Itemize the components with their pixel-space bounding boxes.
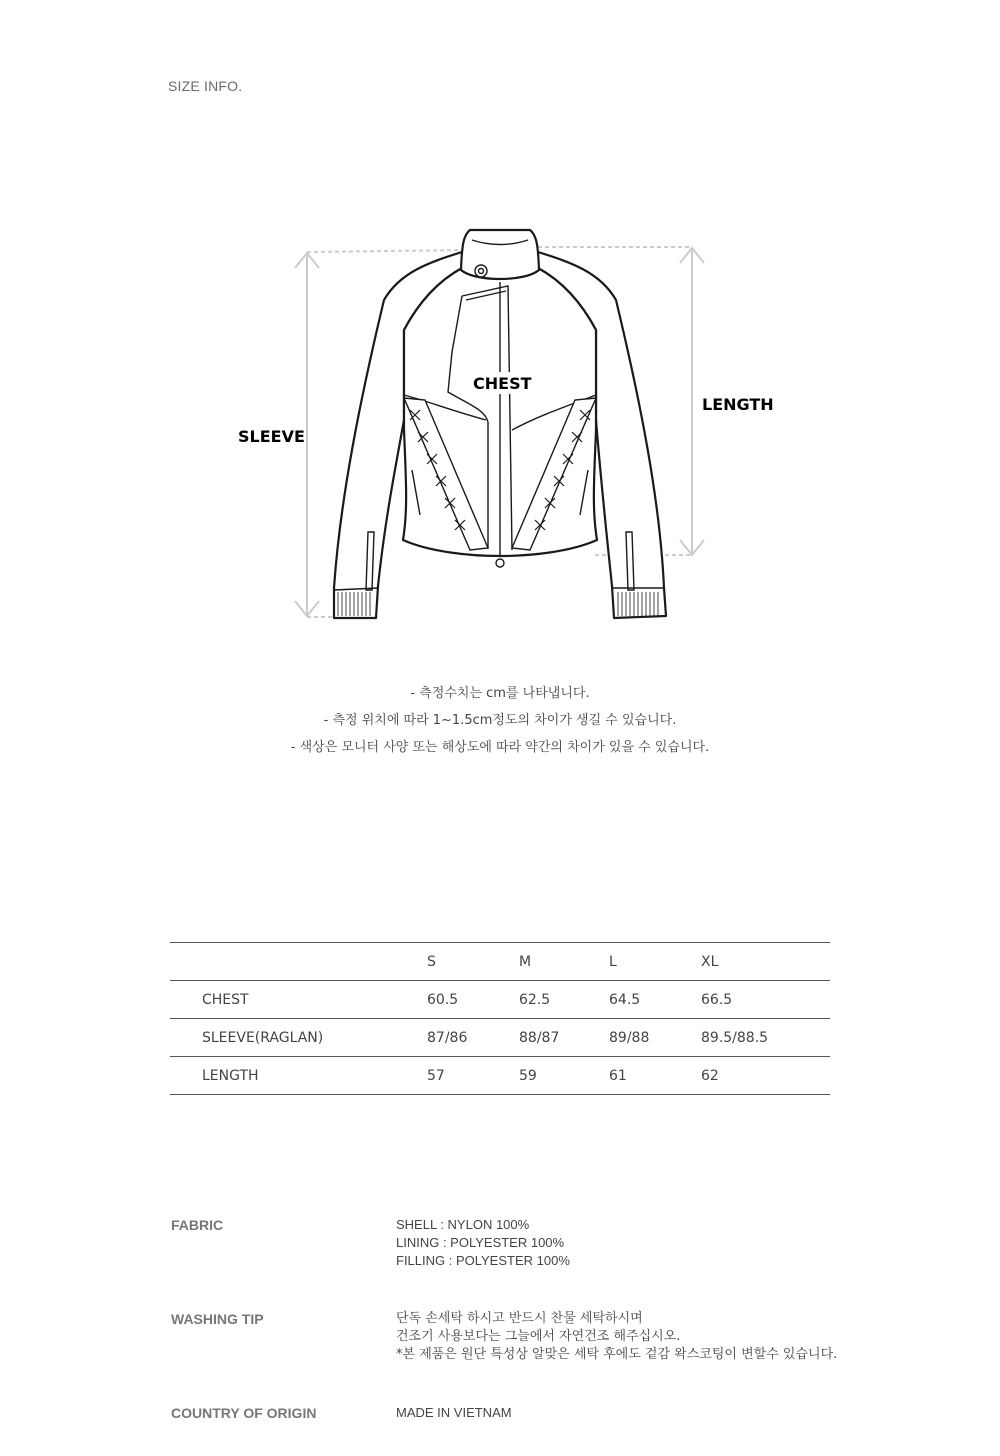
table-row bbox=[170, 1019, 830, 1057]
jacket-diagram bbox=[0, 200, 1000, 640]
table-header-row bbox=[170, 943, 830, 981]
table-cell: 64.5 bbox=[609, 981, 701, 1019]
fabric-line: LINING : POLYESTER 100% bbox=[396, 1235, 565, 1250]
table-cell: 87/86 bbox=[427, 1019, 519, 1057]
washing-tip-label: WASHING TIP bbox=[171, 1311, 264, 1327]
table-cell: CHEST bbox=[170, 981, 427, 1019]
fabric-line: SHELL : NYLON 100% bbox=[396, 1217, 530, 1232]
table-cell: 89.5/88.5 bbox=[701, 1019, 830, 1057]
table-header-cell bbox=[170, 943, 427, 981]
measurement-notes bbox=[0, 680, 1000, 761]
table-cell: 60.5 bbox=[427, 981, 519, 1019]
table-cell: 57 bbox=[427, 1057, 519, 1095]
fabric-value bbox=[396, 1216, 570, 1270]
table-header-cell: XL bbox=[701, 943, 830, 981]
table-row bbox=[170, 981, 830, 1019]
note-line: - 측정수치는 cm를 나타냅니다. bbox=[410, 686, 590, 701]
table-cell: 62.5 bbox=[519, 981, 609, 1019]
table-header-cell: L bbox=[609, 943, 701, 981]
sleeve-label: SLEEVE bbox=[238, 427, 305, 446]
table-cell: 89/88 bbox=[609, 1019, 701, 1057]
fabric-label: FABRIC bbox=[171, 1217, 224, 1233]
chest-label: CHEST bbox=[473, 374, 532, 393]
table-cell: 62 bbox=[701, 1057, 830, 1095]
table-cell: 59 bbox=[519, 1057, 609, 1095]
table-header-cell: S bbox=[427, 943, 519, 981]
length-label: LENGTH bbox=[702, 395, 774, 414]
note-line: - 측정 위치에 따라 1~1.5cm정도의 차이가 생길 수 있습니다. bbox=[323, 713, 677, 728]
table-header-cell: M bbox=[519, 943, 609, 981]
table-cell: SLEEVE(RAGLAN) bbox=[170, 1019, 427, 1057]
section-title: SIZE INFO. bbox=[168, 78, 243, 94]
table-cell: 66.5 bbox=[701, 981, 830, 1019]
note-line: - 색상은 모니터 사양 또는 해상도에 따라 약간의 차이가 있을 수 있습니다. bbox=[290, 740, 710, 755]
table-cell: 88/87 bbox=[519, 1019, 609, 1057]
origin-label: COUNTRY OF ORIGIN bbox=[171, 1405, 317, 1421]
table-row bbox=[170, 1057, 830, 1095]
origin-value: MADE IN VIETNAM bbox=[396, 1405, 512, 1420]
table-cell: 61 bbox=[609, 1057, 701, 1095]
washing-tip-value bbox=[396, 1310, 837, 1364]
fabric-line: FILLING : POLYESTER 100% bbox=[396, 1253, 570, 1268]
table-cell: LENGTH bbox=[170, 1057, 427, 1095]
washing-line: 건조기 사용보다는 그늘에서 자연건조 해주십시오. bbox=[396, 1329, 681, 1344]
washing-line: *본 제품은 원단 특성상 알맞은 세탁 후에도 겉감 왁스코팅이 변할수 있습니다. bbox=[396, 1347, 838, 1362]
size-table bbox=[170, 942, 830, 1095]
washing-line: 단독 손세탁 하시고 반드시 찬물 세탁하시며 bbox=[396, 1311, 643, 1326]
